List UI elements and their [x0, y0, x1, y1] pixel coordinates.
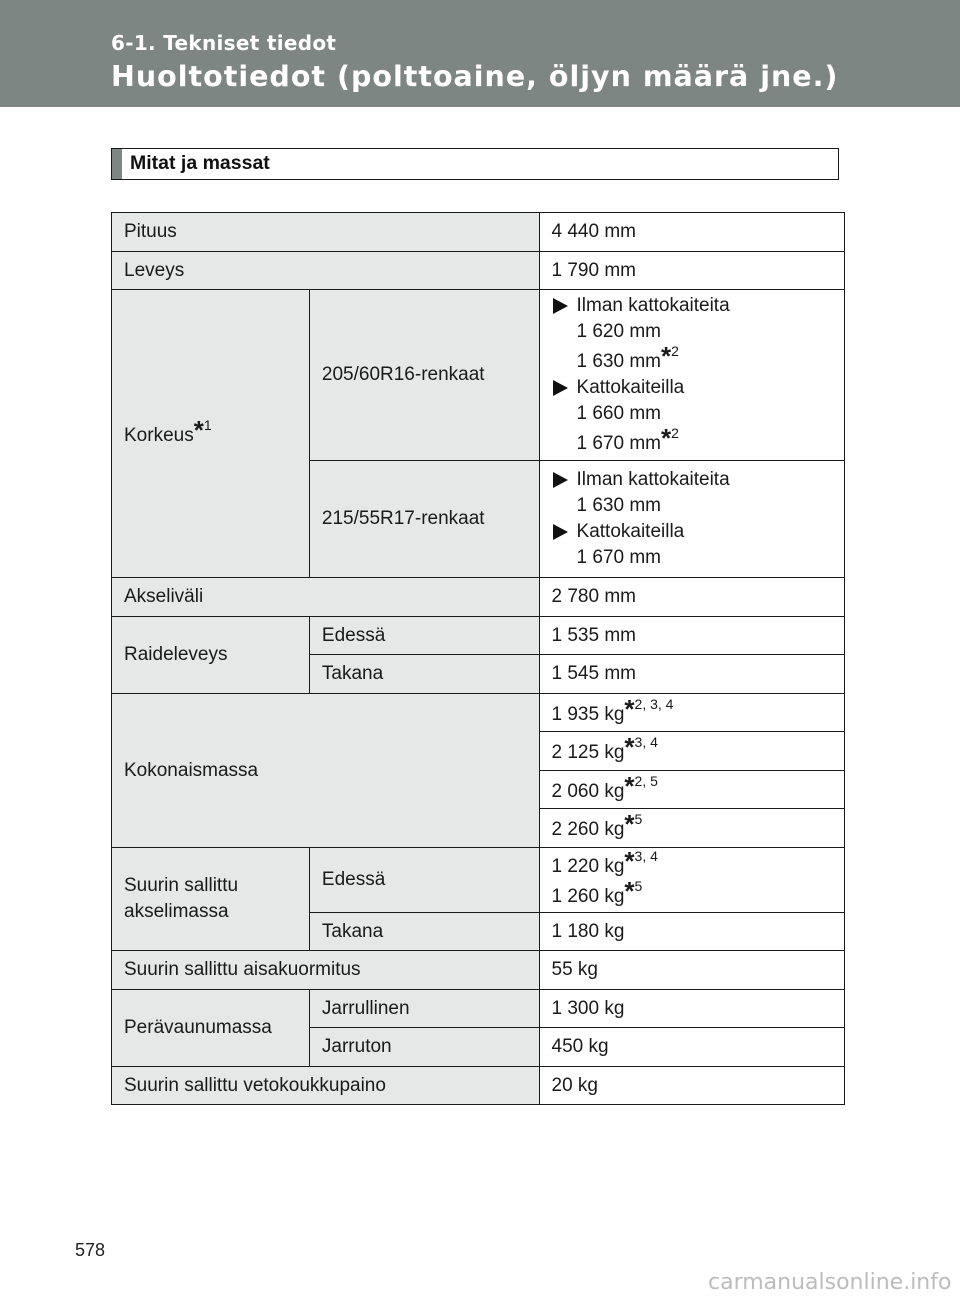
- subsection-heading: [111, 148, 839, 180]
- watermark: carmanualsonline.info: [708, 1270, 952, 1295]
- sub-label: Takana: [309, 655, 539, 694]
- subsection-title: Mitat ja massat: [130, 152, 270, 174]
- row-value: [539, 848, 844, 913]
- table-row: [112, 1067, 845, 1105]
- value-text: 1 630 mm: [576, 351, 661, 372]
- table-row: [112, 694, 845, 732]
- sub-label: Jarrullinen: [309, 990, 539, 1028]
- value-line: [551, 876, 832, 910]
- section-label: 6-1. Tekniset tiedot: [111, 31, 337, 55]
- row-value: 1 300 kg: [539, 990, 844, 1028]
- footnote-ref: 2, 5: [634, 772, 658, 789]
- option-value: [552, 423, 832, 457]
- sub-label: Edessä: [309, 617, 539, 655]
- option-value: 1 670 mm: [576, 547, 661, 568]
- table-row: [112, 951, 845, 990]
- option-line: [552, 293, 832, 319]
- row-value: [539, 461, 844, 578]
- value-line: [551, 846, 832, 880]
- row-label: Leveys: [112, 252, 540, 290]
- footnote-ref: 5: [634, 811, 643, 827]
- option-value: 1 620 mm: [576, 321, 661, 342]
- footnote-ref: 3, 4: [634, 848, 658, 864]
- sub-label: Jarruton: [309, 1028, 539, 1067]
- sub-label: Edessä: [309, 848, 539, 913]
- footnote-star: *: [661, 423, 672, 453]
- row-value: 4 440 mm: [539, 213, 844, 252]
- row-value: 55 kg: [539, 951, 844, 990]
- sub-label: Takana: [309, 913, 539, 951]
- option-label: Kattokaiteilla: [576, 521, 685, 542]
- row-value: 2 780 mm: [539, 578, 844, 617]
- tire-size-label: 205/60R16-renkaat: [309, 290, 539, 461]
- table-row: [112, 848, 845, 913]
- option-value: [552, 341, 832, 375]
- footnote-star: *: [193, 414, 204, 445]
- footnote-star: *: [624, 876, 635, 906]
- value-text: 2 260 kg: [551, 819, 625, 840]
- option-line: [552, 519, 832, 545]
- option-label: Kattokaiteilla: [576, 377, 685, 398]
- option-value: 1 630 mm: [576, 495, 661, 516]
- page-number: 578: [75, 1240, 106, 1260]
- row-label: [112, 290, 310, 578]
- row-value: [539, 694, 844, 732]
- page-title: Huoltotiedot (polttoaine, öljyn määrä jne.): [111, 60, 839, 93]
- triangle-bullet-icon: [553, 380, 568, 396]
- table-row: [112, 578, 845, 617]
- row-value: [539, 732, 844, 771]
- table-row: [112, 290, 845, 461]
- footnote-star: *: [624, 846, 635, 876]
- triangle-bullet-icon: [553, 524, 568, 540]
- row-value: 1 790 mm: [539, 252, 844, 290]
- table-row: [112, 213, 845, 252]
- option-value: 1 660 mm: [576, 403, 661, 424]
- option-label: Ilman kattokaiteita: [576, 469, 730, 490]
- row-label: Kokonaismassa: [112, 694, 540, 848]
- value-text: 1 220 kg: [551, 856, 625, 877]
- korkeus-label: Korkeus: [124, 424, 194, 446]
- subsection-bar: [112, 149, 122, 179]
- value-text: 1 935 kg: [551, 703, 625, 725]
- value-text: 1 260 kg: [551, 886, 625, 907]
- footnote-ref: 1: [203, 416, 212, 433]
- row-label: Suurin sallittu aisakuormitus: [112, 951, 540, 990]
- row-label: Perävaunumassa: [112, 990, 310, 1067]
- row-value: [539, 290, 844, 461]
- option-line: [552, 467, 832, 493]
- footnote-ref: 2: [671, 343, 679, 359]
- footnote-ref: 2: [671, 425, 679, 441]
- table-row: [112, 252, 845, 290]
- footnote-ref: 5: [634, 878, 643, 894]
- row-value: 1 545 mm: [539, 655, 844, 694]
- row-label: Akseliväli: [112, 578, 540, 617]
- row-value: 450 kg: [539, 1028, 844, 1067]
- row-label: Suurin sallittu akselimassa: [112, 848, 310, 951]
- footnote-star: *: [624, 732, 635, 762]
- value-text: 2 125 kg: [551, 742, 625, 763]
- footnote-star: *: [624, 770, 635, 801]
- tire-size-label: 215/55R17-renkaat: [309, 461, 539, 578]
- footnote-star: *: [624, 693, 635, 724]
- table-row: [112, 990, 845, 1028]
- value-text: 2 060 kg: [551, 780, 625, 802]
- row-value: [539, 771, 844, 809]
- row-label: Raideleveys: [112, 617, 310, 694]
- footnote-ref: 3, 4: [634, 734, 658, 750]
- dimensions-table: [111, 212, 845, 1105]
- row-value: 1 535 mm: [539, 617, 844, 655]
- footnote-star: *: [661, 341, 672, 371]
- value-text: 1 670 mm: [576, 433, 661, 454]
- table-row: [112, 617, 845, 655]
- triangle-bullet-icon: [553, 472, 568, 488]
- row-value: 1 180 kg: [539, 913, 844, 951]
- footnote-ref: 2, 3, 4: [634, 695, 674, 712]
- footnote-star: *: [624, 809, 635, 839]
- row-label: Pituus: [112, 213, 540, 252]
- triangle-bullet-icon: [553, 298, 568, 314]
- option-label: Ilman kattokaiteita: [576, 295, 730, 316]
- row-value: [539, 809, 844, 848]
- row-label: Suurin sallittu vetokoukkupaino: [112, 1067, 540, 1105]
- option-line: [552, 375, 832, 401]
- row-value: 20 kg: [539, 1067, 844, 1105]
